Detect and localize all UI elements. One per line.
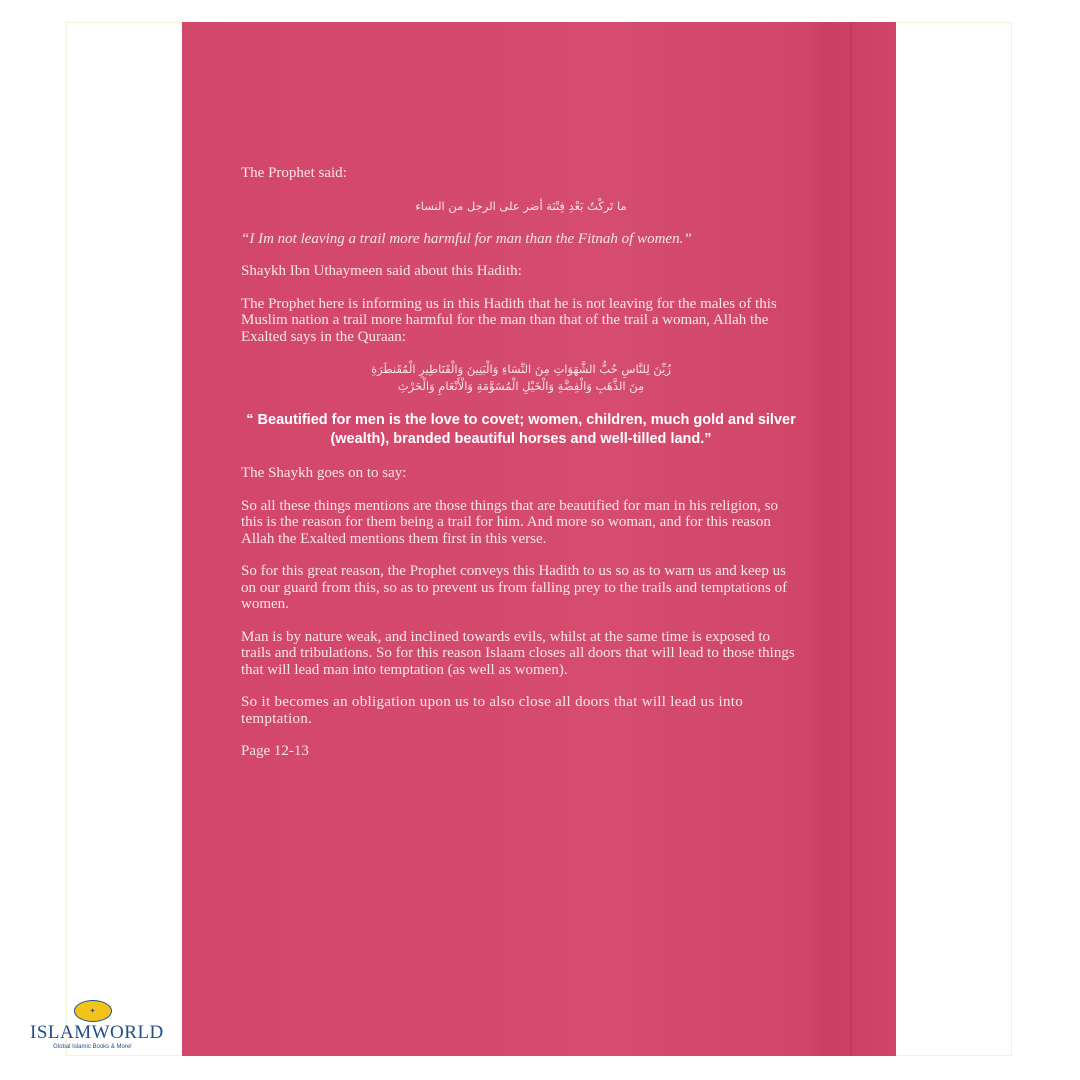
shaykh-intro: Shaykh Ibn Uthaymeen said about this Hadith: (241, 263, 522, 279)
islamworld-logo (30, 1000, 164, 1050)
page-reference: Page 12-13 (241, 743, 309, 759)
paragraph-3: So for this great reason, the Prophet conveys this Hadith to us so as to warn us and keep us on our guard from this, so as to prevent us from falling prey to the trails and temptations of women. (241, 563, 788, 612)
paragraph-5: So it becomes an obligation upon us to also close all doors that will lead us into temptation. (241, 694, 744, 727)
paragraph-2: So all these things mentions are those things that are beautified for man in his religion, so this is the reason for them being a trail for him. And more so woman, and for this reason Allah the Exalted mentions them first in this verse. (241, 497, 778, 547)
calligraphy-emblem-icon: ✦ (74, 1000, 112, 1022)
quran-arabic-line-1: زُيِّنَ لِلنَّاسِ حُبُّ الشَّهَوَاتِ مِنَ النِّسَاءِ وَالْبَنِينَ وَالْقَنَاطِيرِ الْمُقَنطَرَةِ (371, 362, 671, 376)
hadith-english: “I Im not leaving a trail more harmful for man than the Fitnah of women.” (241, 230, 692, 247)
book-back-cover (182, 22, 896, 1056)
shaykh-continues: The Shaykh goes on to say: (241, 465, 407, 481)
intro-text: The Prophet said: (241, 165, 347, 181)
quran-arabic-line-2: مِنَ الذَّهَبِ وَالْفِضَّةِ وَالْخَيْلِ الْمُسَوَّمَةِ وَالْأَنْعَامِ وَالْحَرْثِ (397, 379, 645, 393)
paragraph-1: The Prophet here is informing us in this Hadith that he is not leaving for the males of this Muslim nation a trail more harmful for the man than that of the trail a woman, Allah the Exalted says in the Quraan: (241, 295, 777, 345)
cover-text (241, 165, 801, 776)
logo-tagline: Global Islamic Books & More! (53, 1044, 132, 1050)
hadith-arabic: ما تَركْتُ بَعْدِ فِتْنَة أضر على الرجل من النساء (415, 198, 627, 213)
paragraph-4: Man is by nature weak, and inclined towards evils, whilst at the same time is exposed to trails and tribulations. So for this reason Islaam closes all doors that will lead to those things that will lead man into temptation (as well as women). (241, 628, 795, 678)
cover-fold (850, 22, 852, 1056)
logo-name: ISLAMWORLD (30, 1022, 164, 1043)
quran-english: “ Beautified for men is the love to covet; women, children, much gold and silver (wealth), branded beautiful horses and well-tilled land.” (246, 412, 796, 447)
